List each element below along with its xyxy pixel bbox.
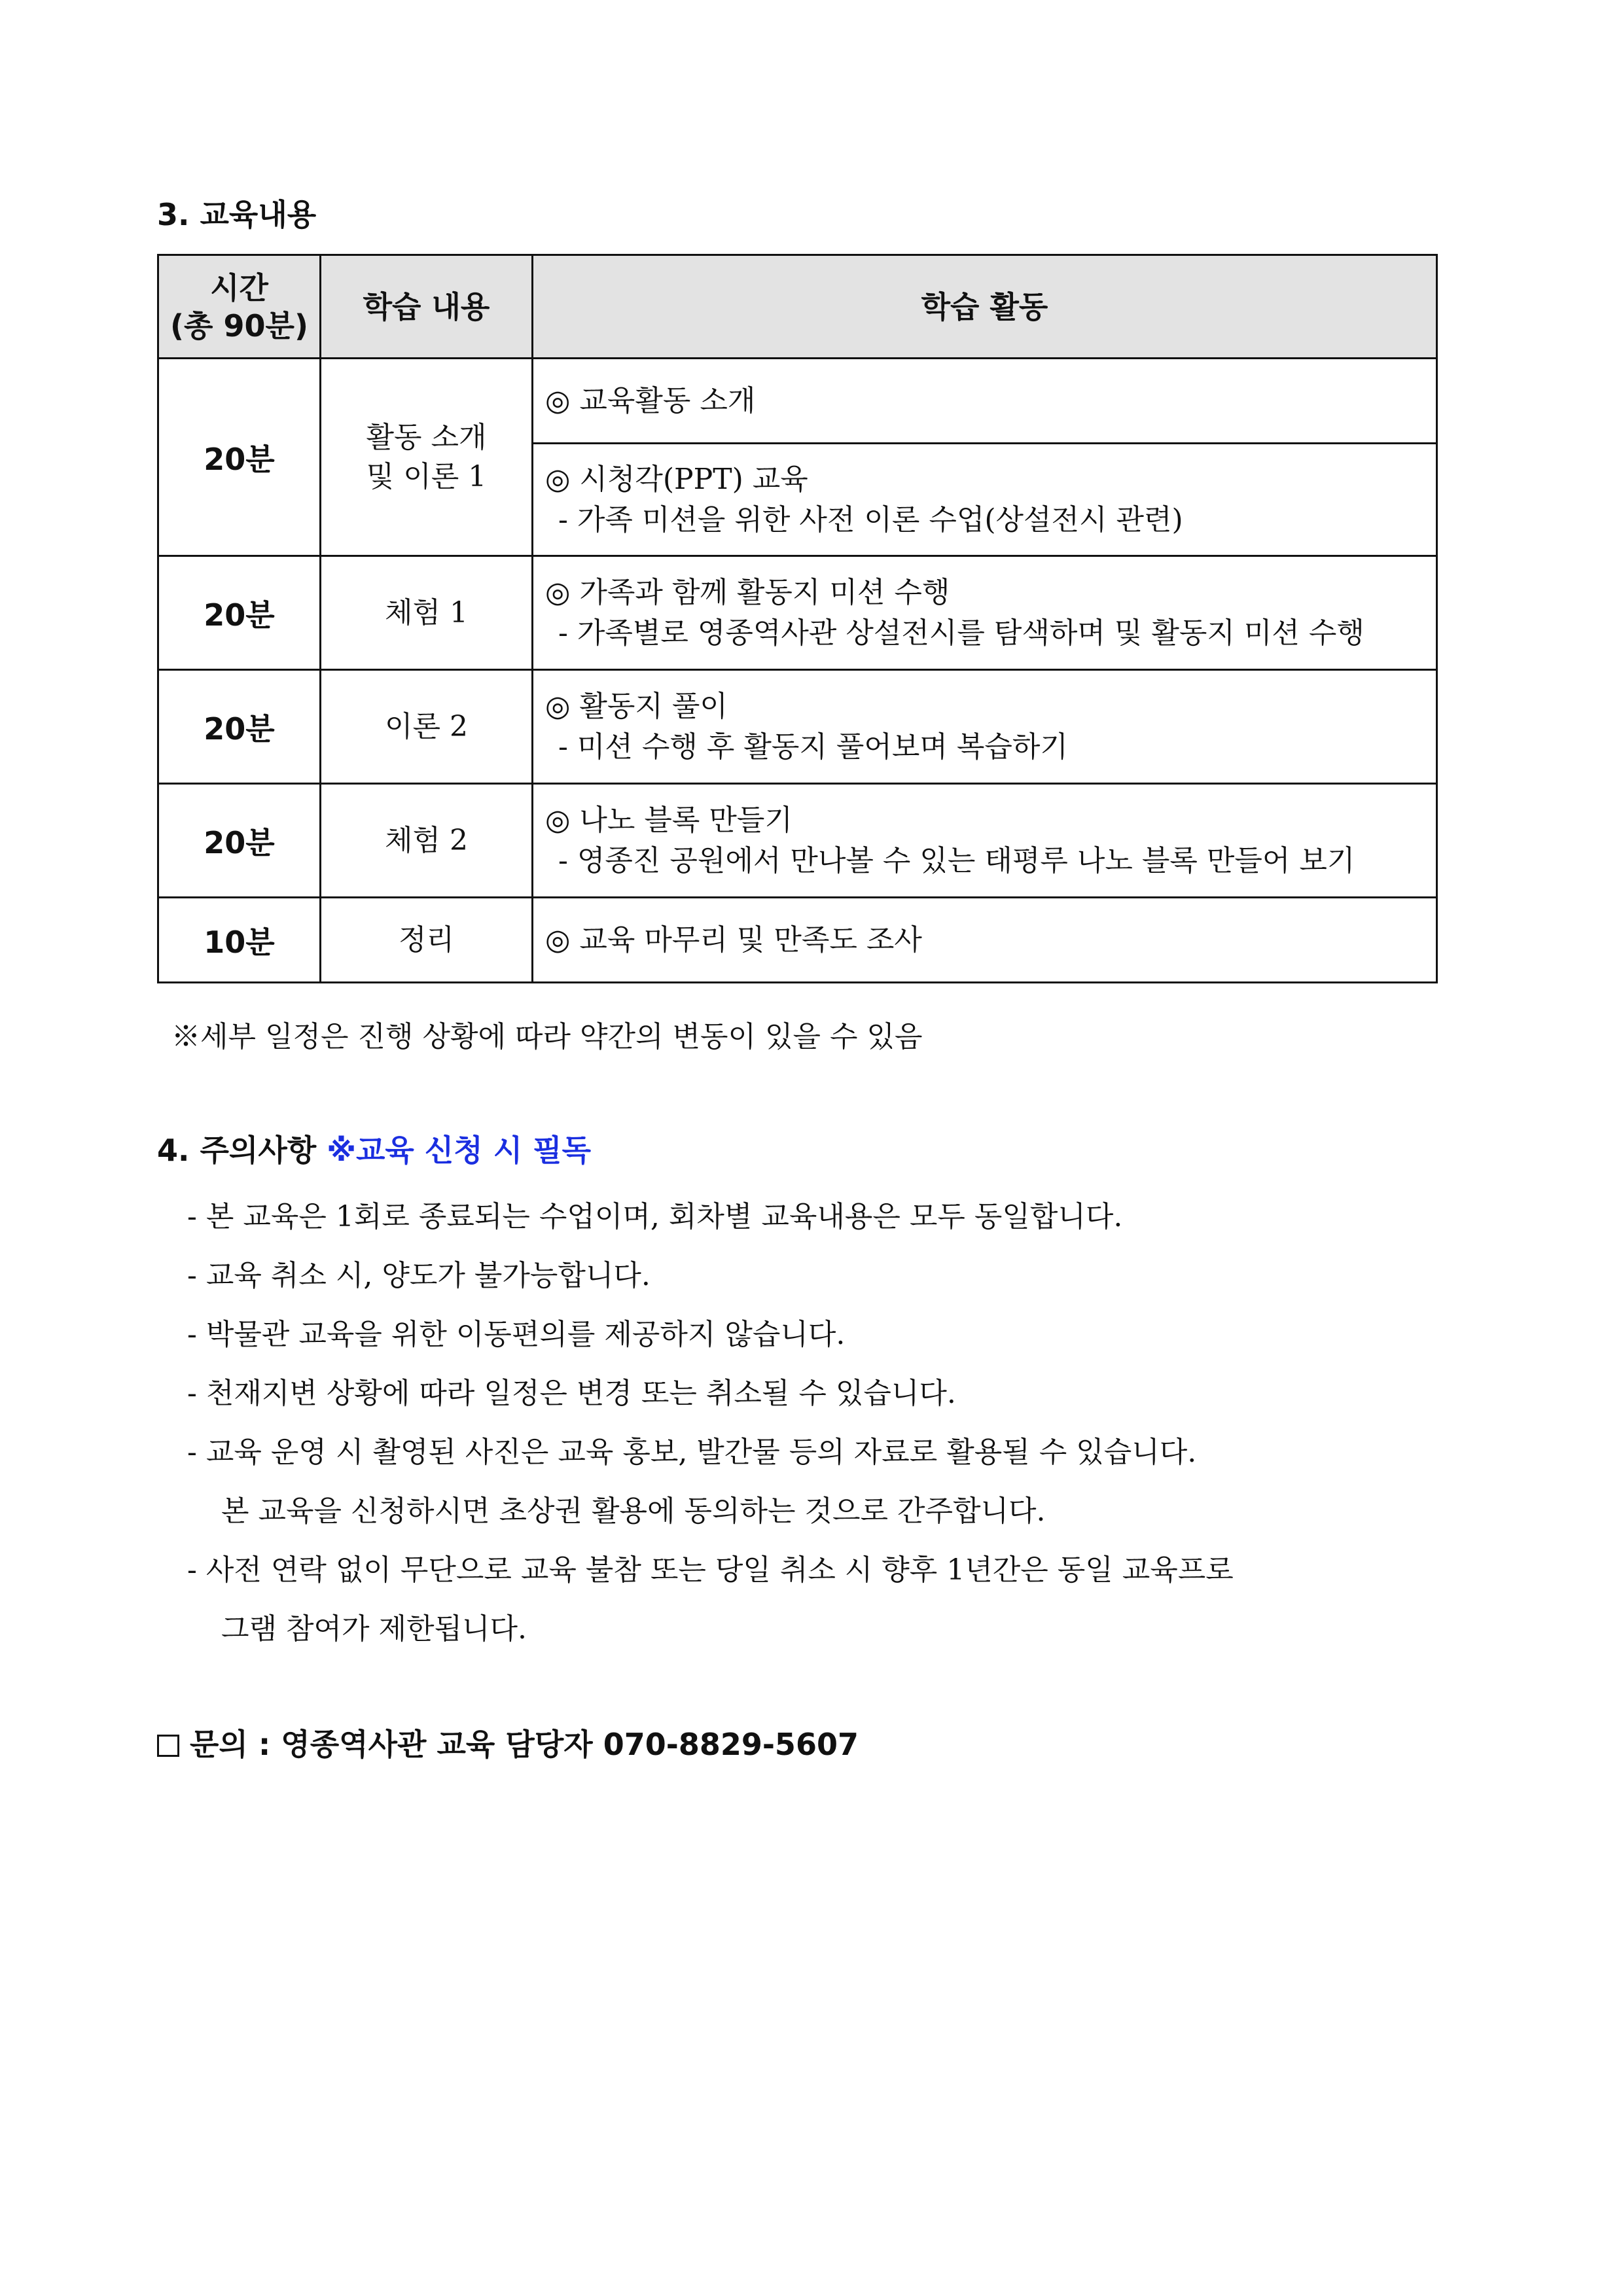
table-row <box>158 670 1437 784</box>
content-cell: 정리 <box>321 898 533 983</box>
activity-subtext: - 가족 미션을 위한 사전 이론 수업(상설전시 관련) <box>558 503 1183 537</box>
activity-cell <box>533 359 1437 444</box>
activity-title: ◎ 나노 블록 만들기 <box>545 803 793 837</box>
activity-subtext: - 영종진 공원에서 만나볼 수 있는 태평루 나노 블록 만들어 보기 <box>558 843 1355 877</box>
activity-subtext: - 가족별로 영종역사관 상설전시를 탐색하며 및 활동지 미션 수행 <box>558 616 1364 650</box>
list-item-continuation: 그램 참여가 제한됩니다. <box>221 1612 527 1646</box>
content-cell: 체험 1 <box>321 556 533 670</box>
table-row <box>158 898 1437 983</box>
activity-cell <box>533 444 1437 556</box>
activity-title: ◎ 교육 마무리 및 만족도 조사 <box>545 923 922 957</box>
activity-title: ◎ 활동지 풀이 <box>545 689 728 723</box>
contact-text: 문의 : 영종역사관 교육 담당자 070-8829-5607 <box>190 1727 859 1762</box>
content-cell <box>321 359 533 556</box>
list-item: - 교육 취소 시, 양도가 불가능합니다. <box>187 1259 651 1292</box>
time-cell: 20분 <box>158 556 321 670</box>
time-cell: 20분 <box>158 670 321 784</box>
header-content: 학습 내용 <box>321 255 533 359</box>
list-item: - 교육 운영 시 촬영된 사진은 교육 홍보, 발간물 등의 자료로 활용될 수 있습니다. <box>187 1436 1197 1469</box>
caution-list <box>187 1188 1522 1659</box>
list-item: - 천재지변 상황에 따라 일정은 변경 또는 취소될 수 있습니다. <box>187 1377 956 1410</box>
table-header-row <box>158 255 1437 359</box>
section4-required-note: ※교육 신청 시 필독 <box>327 1133 592 1168</box>
header-time <box>158 255 321 359</box>
time-cell: 10분 <box>158 898 321 983</box>
education-schedule-table <box>157 254 1438 983</box>
schedule-footnote: ※세부 일정은 진행 상황에 따라 약간의 변동이 있을 수 있음 <box>171 1020 923 1053</box>
contact-info <box>157 1721 859 1764</box>
content-cell: 이론 2 <box>321 670 533 784</box>
header-activity: 학습 활동 <box>533 255 1437 359</box>
activity-cell <box>533 784 1437 898</box>
activity-cell <box>533 670 1437 784</box>
header-time-line2: (총 90분) <box>170 308 308 344</box>
header-time-line1: 시간 <box>210 270 268 306</box>
section4-title <box>157 1127 591 1170</box>
list-item-continuation: 본 교육을 신청하시면 초상권 활용에 동의하는 것으로 간주합니다. <box>221 1494 1046 1528</box>
list-item: - 박물관 교육을 위한 이동편의를 제공하지 않습니다. <box>187 1318 846 1351</box>
section3-title: 3. 교육내용 <box>157 197 317 232</box>
activity-title: ◎ 가족과 함께 활동지 미션 수행 <box>545 575 950 609</box>
activity-subtext: - 미션 수행 후 활동지 풀어보며 복습하기 <box>558 730 1068 764</box>
section4-title-text: 4. 주의사항 <box>157 1133 317 1168</box>
time-cell: 20분 <box>158 784 321 898</box>
content-cell: 체험 2 <box>321 784 533 898</box>
list-item: - 본 교육은 1회로 종료되는 수업이며, 회차별 교육내용은 모두 동일합니다. <box>187 1200 1123 1233</box>
content-line1: 활동 소개 <box>366 420 487 454</box>
activity-cell <box>533 898 1437 983</box>
list-item: - 사전 연락 없이 무단으로 교육 불참 또는 당일 취소 시 향후 1년간은 동일 교육프로 <box>187 1553 1234 1587</box>
table-row <box>158 556 1437 670</box>
activity-cell <box>533 556 1437 670</box>
content-line2: 및 이론 1 <box>366 459 487 493</box>
activity-title: ◎ 시청각(PPT) 교육 <box>545 462 808 496</box>
activity-title: ◎ 교육활동 소개 <box>545 383 756 417</box>
table-row <box>158 784 1437 898</box>
time-cell: 20분 <box>158 359 321 556</box>
table-row <box>158 359 1437 444</box>
checkbox-icon <box>157 1735 179 1757</box>
